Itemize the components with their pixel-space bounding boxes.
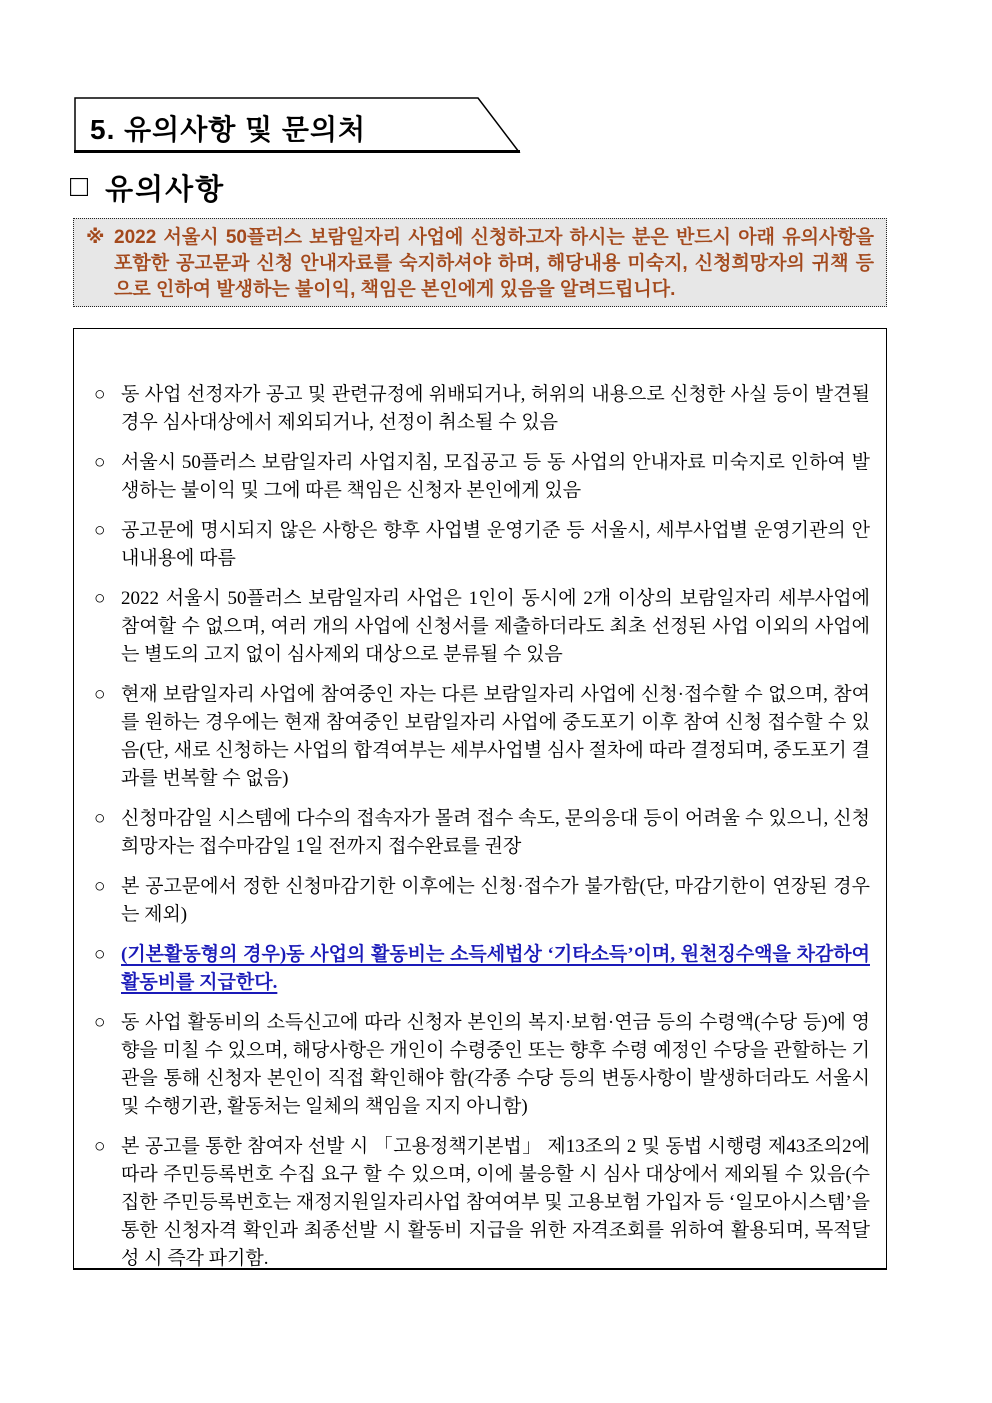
notice-box [73, 218, 887, 307]
notice-text: 2022 서울시 50플러스 보람일자리 사업에 신청하고자 하시는 분은 반드시 아래 유의사항을 포함한 공고문과 신청 안내자료를 숙지하셔야 하며, 해당내용 미숙지, 신청희망자의 귀책 등으로 인하여 발생하는 불이익, 책임은 본인에게 있음을 알려드립니다. [114, 227, 874, 300]
circle-bullet-icon: ○ [94, 520, 106, 541]
precaution-item [94, 941, 870, 997]
precaution-text: 동 사업 선정자가 공고 및 관련규정에 위배되거나, 허위의 내용으로 신청한 사실 등이 발견될 경우 심사대상에서 제외되거나, 선정이 취소될 수 있음 [121, 384, 870, 433]
precautions-box [73, 328, 887, 1270]
precaution-text: 신청마감일 시스템에 다수의 접속자가 몰려 접수 속도, 문의응대 등이 어려울 수 있으니, 신청희망자는 접수마감일 1일 전까지 접수완료를 권장 [121, 808, 870, 857]
precaution-item [94, 381, 870, 437]
precaution-item [94, 1133, 870, 1270]
precaution-text: 공고문에 명시되지 않은 사항은 향후 사업별 운영기준 등 서울시, 세부사업별 운영기관의 안내내용에 따름 [121, 520, 870, 569]
precaution-item [94, 681, 870, 793]
precaution-text: (기본활동형의 경우)동 사업의 활동비는 소득세법상 ‘기타소득’이며, 원천징수액을 차감하여 활동비를 지급한다. [121, 944, 870, 993]
precaution-item [94, 585, 870, 669]
circle-bullet-icon: ○ [94, 876, 106, 897]
square-bullet-icon: □ [70, 169, 91, 203]
section-banner [74, 96, 524, 156]
section-title: 5. 유의사항 및 문의처 [90, 114, 367, 145]
precaution-item [94, 873, 870, 929]
circle-bullet-icon: ○ [94, 1012, 106, 1033]
circle-bullet-icon: ○ [94, 944, 106, 965]
precaution-text: 서울시 50플러스 보람일자리 사업지침, 모집공고 등 동 사업의 안내자료 미숙지로 인하여 발생하는 불이익 및 그에 따른 책임은 신청자 본인에게 있음 [121, 452, 870, 501]
precaution-text: 현재 보람일자리 사업에 참여중인 자는 다른 보람일자리 사업에 신청·접수할 수 없으며, 참여를 원하는 경우에는 현재 참여중인 보람일자리 사업에 중도포기 이후 참여 신청 접수할 수 있음(단, 새로 신청하는 사업의 합격여부는 세부사업별 심사 절차에 따라 결정되며, 중도포기 결과를 번복할 수 없음) [121, 684, 870, 789]
precaution-text: 2022 서울시 50플러스 보람일자리 사업은 1인이 동시에 2개 이상의 보람일자리 세부사업에 참여할 수 없으며, 여러 개의 사업에 신청서를 제출하더라도 최초 선정된 사업 이외의 사업에는 별도의 고지 없이 심사제외 대상으로 분류될 수 있음 [121, 588, 870, 665]
precaution-text: 동 사업 활동비의 소득신고에 따라 신청자 본인의 복지·보험·연금 등의 수령액(수당 등)에 영향을 미칠 수 있으며, 해당사항은 개인이 수령중인 또는 향후 수령 예정인 수당을 관할하는 기관을 통해 신청자 본인이 직접 확인해야 함(각종 수당 등의 변동사항이 발생하더라도 서울시 및 수행기관, 활동처는 일체의 책임을 지지 아니함) [121, 1012, 870, 1117]
precaution-item [94, 517, 870, 573]
circle-bullet-icon: ○ [94, 452, 106, 473]
precaution-text: 본 공고를 통한 참여자 선발 시 「고용정책기본법」 제13조의 2 및 동법 시행령 제43조의2에 따라 주민등록번호 수집 요구 할 수 있으며, 이에 불응할 시 심사 대상에서 제외될 수 있음(수집한 주민등록번호는 재정지원일자리사업 참여여부 및 고용보험 가입자 등 ‘일모아시스템’을 통한 신청자격 확인과 최종선발 시 활동비 지급을 위한 자격조회를 위하여 활용되며, 목적달성 시 즉각 파기함. [121, 1136, 870, 1269]
circle-bullet-icon: ○ [94, 384, 106, 405]
subsection-heading [70, 167, 225, 208]
circle-bullet-icon: ○ [94, 684, 106, 705]
precaution-item [94, 1009, 870, 1121]
precaution-text: 본 공고문에서 정한 신청마감기한 이후에는 신청·접수가 불가함(단, 마감기한이 연장된 경우는 제외) [121, 876, 870, 925]
precautions-list [94, 381, 870, 1270]
circle-bullet-icon: ○ [94, 588, 106, 609]
precaution-item [94, 449, 870, 505]
circle-bullet-icon: ○ [94, 1136, 106, 1157]
subsection-title: 유의사항 [105, 174, 226, 206]
circle-bullet-icon: ○ [94, 808, 106, 829]
precaution-item [94, 805, 870, 861]
reference-mark-icon: ※ [86, 227, 105, 248]
